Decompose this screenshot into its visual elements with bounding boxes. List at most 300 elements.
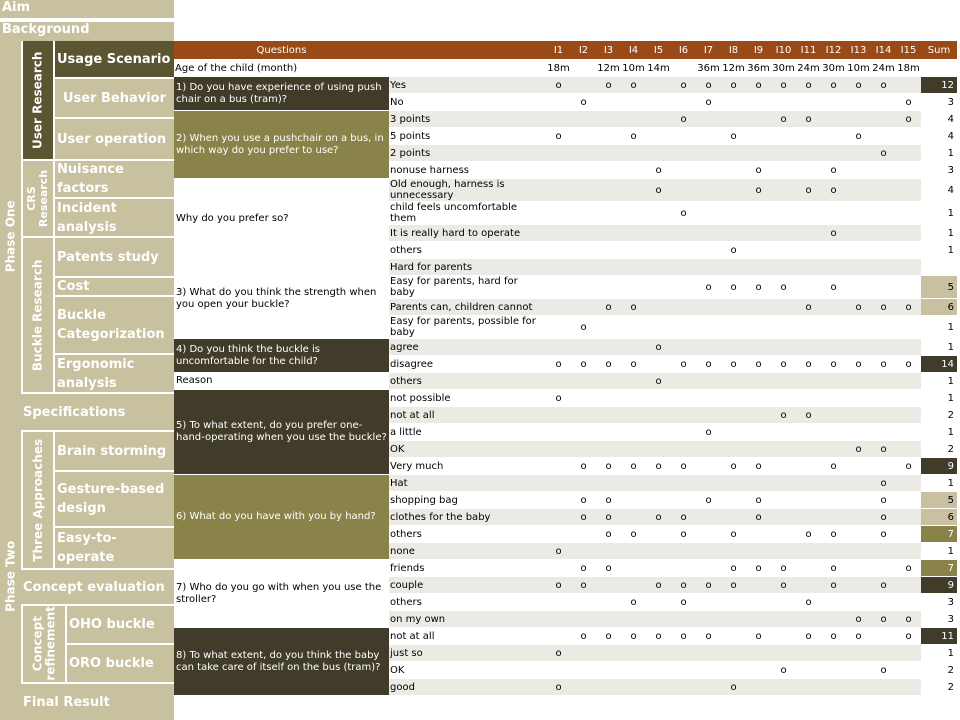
sum-cell: 4 — [921, 128, 957, 145]
response-mark: o — [746, 628, 771, 645]
empty-cell — [796, 276, 821, 299]
response-mark: o — [646, 162, 671, 179]
question-cell: 8) To what extent, do you think the baby can take care of itself on the bus (tram)? — [174, 628, 389, 696]
response-mark: o — [746, 560, 771, 577]
interviewee-header: I15 — [896, 41, 921, 60]
empty-cell — [621, 145, 646, 162]
empty-cell — [696, 373, 721, 390]
empty-cell — [596, 424, 621, 441]
three-approaches-label: Three Approaches — [23, 432, 53, 568]
empty-cell — [721, 179, 746, 202]
empty-cell — [621, 373, 646, 390]
answer-label: couple — [389, 577, 546, 594]
response-mark: o — [696, 276, 721, 299]
empty-cell — [821, 543, 846, 560]
empty-cell — [846, 339, 871, 356]
empty-cell — [596, 594, 621, 611]
empty-cell — [846, 145, 871, 162]
empty-cell — [621, 475, 646, 492]
empty-cell — [796, 492, 821, 509]
navigation-sidebar — [0, 0, 174, 720]
empty-cell — [721, 111, 746, 128]
empty-cell — [671, 424, 696, 441]
nav-usage-scenario[interactable]: Usage Scenario — [55, 41, 174, 77]
nav-cost[interactable]: Cost — [55, 278, 174, 295]
response-mark: o — [596, 458, 621, 475]
empty-cell — [696, 242, 721, 259]
empty-cell — [871, 560, 896, 577]
nav-aim[interactable]: Aim — [0, 0, 174, 20]
empty-cell — [621, 242, 646, 259]
empty-cell — [671, 128, 696, 145]
empty-cell — [646, 441, 671, 458]
response-mark: o — [671, 577, 696, 594]
empty-cell — [846, 662, 871, 679]
response-mark: o — [871, 509, 896, 526]
response-mark: o — [896, 611, 921, 628]
empty-cell — [546, 225, 571, 242]
empty-cell — [846, 111, 871, 128]
nav-specifications[interactable]: Specifications — [21, 394, 174, 430]
empty-cell — [871, 316, 896, 339]
empty-cell — [746, 611, 771, 628]
empty-cell — [571, 111, 596, 128]
table-row — [174, 628, 957, 645]
table-row — [174, 259, 957, 276]
empty-cell — [846, 424, 871, 441]
empty-cell — [671, 560, 696, 577]
sum-cell: 1 — [921, 424, 957, 441]
empty-cell — [646, 543, 671, 560]
response-mark: o — [721, 242, 746, 259]
age-cell: 24m — [796, 60, 821, 77]
empty-cell — [846, 560, 871, 577]
empty-cell — [771, 259, 796, 276]
response-mark: o — [546, 679, 571, 696]
sum-cell: 1 — [921, 145, 957, 162]
response-mark: o — [871, 356, 896, 373]
empty-cell — [546, 526, 571, 543]
age-cell: 36m — [746, 60, 771, 77]
empty-cell — [871, 373, 896, 390]
empty-cell — [646, 77, 671, 94]
answer-label: Easy for parents, hard for baby — [389, 276, 546, 299]
empty-cell — [871, 179, 896, 202]
empty-cell — [821, 679, 846, 696]
empty-cell — [596, 441, 621, 458]
sum-cell: 5 — [921, 276, 957, 299]
empty-cell — [896, 594, 921, 611]
interviewee-header: I7 — [696, 41, 721, 60]
empty-cell — [721, 390, 746, 407]
nav-user-behavior[interactable]: User Behavior — [55, 79, 174, 117]
response-mark: o — [796, 628, 821, 645]
empty-cell — [596, 225, 621, 242]
empty-cell — [896, 225, 921, 242]
response-mark: o — [571, 492, 596, 509]
empty-cell — [696, 316, 721, 339]
empty-cell — [796, 662, 821, 679]
empty-cell — [546, 179, 571, 202]
empty-cell — [696, 202, 721, 225]
response-mark: o — [596, 299, 621, 316]
empty-cell — [721, 628, 746, 645]
response-mark: o — [621, 356, 646, 373]
interviewee-header: I8 — [721, 41, 746, 60]
empty-cell — [821, 94, 846, 111]
nav-nuisance-factors[interactable]: Nuisance factors — [55, 161, 174, 197]
empty-cell — [896, 128, 921, 145]
table-row — [174, 339, 957, 356]
empty-cell — [671, 543, 696, 560]
sum-cell: 1 — [921, 475, 957, 492]
empty-cell — [571, 543, 596, 560]
response-mark: o — [846, 441, 871, 458]
response-mark: o — [596, 356, 621, 373]
response-mark: o — [871, 77, 896, 94]
question-cell: 1) Do you have experience of using push chair on a bus (tram)? — [174, 77, 389, 111]
response-mark: o — [796, 594, 821, 611]
answer-label: nonuse harness — [389, 162, 546, 179]
response-mark: o — [546, 77, 571, 94]
response-mark: o — [571, 316, 596, 339]
empty-cell — [546, 242, 571, 259]
empty-cell — [696, 458, 721, 475]
response-mark: o — [571, 509, 596, 526]
empty-cell — [721, 407, 746, 424]
response-mark: o — [721, 77, 746, 94]
empty-cell — [546, 509, 571, 526]
empty-cell — [571, 611, 596, 628]
response-mark: o — [546, 645, 571, 662]
empty-cell — [821, 299, 846, 316]
empty-cell — [546, 441, 571, 458]
empty-cell — [646, 276, 671, 299]
answer-label: agree — [389, 339, 546, 356]
answer-label: Old enough, harness is unnecessary — [389, 179, 546, 202]
response-mark: o — [821, 356, 846, 373]
sum-cell: 7 — [921, 526, 957, 543]
empty-cell — [546, 316, 571, 339]
empty-cell — [646, 594, 671, 611]
empty-cell — [646, 316, 671, 339]
response-mark: o — [596, 509, 621, 526]
empty-cell — [721, 475, 746, 492]
empty-cell — [746, 339, 771, 356]
empty-cell — [871, 202, 896, 225]
answer-label: others — [389, 594, 546, 611]
empty-cell — [621, 441, 646, 458]
empty-cell — [646, 560, 671, 577]
sum-cell: 3 — [921, 611, 957, 628]
sum-cell: 6 — [921, 509, 957, 526]
interviewee-header: I6 — [671, 41, 696, 60]
answer-label: Parents can, children cannot — [389, 299, 546, 316]
response-mark: o — [796, 179, 821, 202]
empty-cell — [671, 390, 696, 407]
age-label: Age of the child (month) — [174, 60, 546, 77]
empty-cell — [896, 509, 921, 526]
response-mark: o — [621, 628, 646, 645]
empty-cell — [846, 390, 871, 407]
phase-one-label: Phase One — [0, 41, 21, 432]
empty-cell — [621, 611, 646, 628]
empty-cell — [896, 242, 921, 259]
empty-cell — [796, 390, 821, 407]
empty-cell — [646, 111, 671, 128]
empty-cell — [646, 299, 671, 316]
empty-cell — [821, 424, 846, 441]
empty-cell — [571, 424, 596, 441]
sum-cell: 2 — [921, 407, 957, 424]
nav-easy-to-operate[interactable]: Easy-to-operate — [55, 528, 174, 568]
sum-cell: 1 — [921, 373, 957, 390]
empty-cell — [821, 259, 846, 276]
response-mark: o — [646, 577, 671, 594]
empty-cell — [596, 259, 621, 276]
response-mark: o — [646, 458, 671, 475]
empty-cell — [846, 316, 871, 339]
empty-cell — [546, 94, 571, 111]
empty-cell — [546, 458, 571, 475]
empty-cell — [696, 594, 721, 611]
table-row — [174, 77, 957, 94]
empty-cell — [571, 407, 596, 424]
response-mark: o — [896, 356, 921, 373]
response-mark: o — [746, 276, 771, 299]
response-mark: o — [821, 458, 846, 475]
empty-cell — [746, 475, 771, 492]
age-cell: 18m — [896, 60, 921, 77]
question-cell: Why do you prefer so? — [174, 179, 389, 259]
empty-cell — [821, 111, 846, 128]
empty-cell — [896, 145, 921, 162]
answer-label: disagree — [389, 356, 546, 373]
response-mark: o — [821, 560, 846, 577]
empty-cell — [896, 679, 921, 696]
empty-cell — [796, 679, 821, 696]
empty-cell — [846, 509, 871, 526]
sum-cell: 3 — [921, 94, 957, 111]
interviewee-header: I5 — [646, 41, 671, 60]
empty-cell — [821, 611, 846, 628]
age-cell: 10m — [846, 60, 871, 77]
empty-cell — [771, 145, 796, 162]
response-mark: o — [671, 458, 696, 475]
empty-cell — [571, 77, 596, 94]
empty-cell — [796, 543, 821, 560]
response-mark: o — [871, 441, 896, 458]
response-mark: o — [821, 526, 846, 543]
empty-cell — [646, 242, 671, 259]
empty-cell — [671, 645, 696, 662]
empty-cell — [646, 94, 671, 111]
empty-cell — [721, 202, 746, 225]
response-mark: o — [696, 94, 721, 111]
empty-cell — [796, 441, 821, 458]
table-row — [174, 390, 957, 407]
empty-cell — [696, 526, 721, 543]
nav-patents-study[interactable]: Patents study — [55, 238, 174, 276]
sum-cell: 1 — [921, 225, 957, 242]
empty-cell — [846, 407, 871, 424]
sum-cell: 9 — [921, 577, 957, 594]
empty-cell — [796, 475, 821, 492]
interviewee-header: I14 — [871, 41, 896, 60]
age-cell: 18m — [546, 60, 571, 77]
age-cell: 10m — [621, 60, 646, 77]
response-mark: o — [721, 276, 746, 299]
empty-cell — [846, 94, 871, 111]
response-mark: o — [621, 128, 646, 145]
nav-user-operation[interactable]: User operation — [55, 119, 174, 159]
empty-cell — [746, 407, 771, 424]
empty-cell — [621, 339, 646, 356]
empty-cell — [871, 407, 896, 424]
empty-cell — [721, 145, 746, 162]
nav-oro-buckle[interactable]: ORO buckle — [67, 645, 174, 682]
empty-cell — [571, 225, 596, 242]
response-mark: o — [696, 628, 721, 645]
empty-cell — [846, 259, 871, 276]
empty-cell — [671, 679, 696, 696]
response-mark: o — [871, 299, 896, 316]
empty-cell — [546, 145, 571, 162]
empty-cell — [896, 179, 921, 202]
empty-cell — [621, 390, 646, 407]
empty-cell — [896, 339, 921, 356]
empty-cell — [721, 611, 746, 628]
empty-cell — [846, 179, 871, 202]
answer-label: others — [389, 526, 546, 543]
response-mark: o — [796, 356, 821, 373]
answer-label: OK — [389, 662, 546, 679]
empty-cell — [746, 526, 771, 543]
nav-ergonomic-analysis[interactable]: Ergonomic analysis — [55, 355, 174, 392]
empty-cell — [796, 259, 821, 276]
response-mark: o — [846, 128, 871, 145]
empty-cell — [771, 441, 796, 458]
empty-cell — [821, 645, 846, 662]
age-cell — [571, 60, 596, 77]
empty-cell — [896, 543, 921, 560]
empty-cell — [721, 94, 746, 111]
answer-label: Very much — [389, 458, 546, 475]
empty-cell — [646, 407, 671, 424]
empty-cell — [871, 242, 896, 259]
empty-cell — [646, 202, 671, 225]
response-mark: o — [546, 390, 571, 407]
empty-cell — [771, 299, 796, 316]
empty-cell — [596, 179, 621, 202]
empty-cell — [746, 645, 771, 662]
empty-cell — [796, 145, 821, 162]
interviewee-header: I9 — [746, 41, 771, 60]
response-mark: o — [846, 77, 871, 94]
empty-cell — [821, 373, 846, 390]
empty-cell — [846, 276, 871, 299]
empty-cell — [621, 202, 646, 225]
empty-cell — [571, 339, 596, 356]
table-row — [174, 475, 957, 492]
response-mark: o — [696, 356, 721, 373]
empty-cell — [671, 276, 696, 299]
response-mark: o — [771, 577, 796, 594]
answer-label: others — [389, 242, 546, 259]
empty-cell — [821, 407, 846, 424]
empty-cell — [646, 145, 671, 162]
empty-cell — [646, 492, 671, 509]
empty-cell — [721, 543, 746, 560]
empty-cell — [646, 611, 671, 628]
age-cell: 30m — [821, 60, 846, 77]
nav-incident-analysis[interactable]: Incident analysis — [55, 199, 174, 236]
empty-cell — [546, 560, 571, 577]
response-mark: o — [646, 373, 671, 390]
answer-label: 2 points — [389, 145, 546, 162]
empty-cell — [671, 162, 696, 179]
empty-cell — [696, 645, 721, 662]
nav-concept-evaluation[interactable]: Concept evaluation — [21, 570, 174, 604]
nav-final-result[interactable]: Final Result — [21, 684, 174, 720]
nav-oho-buckle[interactable]: OHO buckle — [67, 606, 174, 643]
nav-brain-storming[interactable]: Brain storming — [55, 432, 174, 470]
nav-buckle-categorization[interactable]: Buckle Categorization — [55, 297, 174, 353]
empty-cell — [771, 611, 796, 628]
response-mark: o — [746, 356, 771, 373]
empty-cell — [721, 441, 746, 458]
empty-cell — [671, 259, 696, 276]
question-cell: 4) Do you think the buckle is uncomfortable for the child? — [174, 339, 389, 373]
response-mark: o — [771, 662, 796, 679]
answer-label: friends — [389, 560, 546, 577]
response-mark: o — [896, 560, 921, 577]
empty-cell — [546, 373, 571, 390]
empty-cell — [796, 202, 821, 225]
empty-cell — [696, 225, 721, 242]
response-mark: o — [646, 628, 671, 645]
empty-cell — [721, 162, 746, 179]
empty-cell — [646, 679, 671, 696]
response-mark: o — [746, 179, 771, 202]
empty-cell — [696, 407, 721, 424]
empty-cell — [621, 259, 646, 276]
crs-research-label: CRS Research — [23, 161, 53, 236]
empty-cell — [771, 594, 796, 611]
nav-gesture-based-design[interactable]: Gesture-based design — [55, 472, 174, 526]
empty-cell — [721, 259, 746, 276]
answer-label: Hard for parents — [389, 259, 546, 276]
sum-cell: 2 — [921, 662, 957, 679]
sum-cell: 7 — [921, 560, 957, 577]
empty-cell — [846, 242, 871, 259]
response-mark: o — [571, 560, 596, 577]
empty-cell — [896, 202, 921, 225]
empty-cell — [871, 94, 896, 111]
empty-cell — [596, 543, 621, 560]
empty-cell — [646, 645, 671, 662]
age-cell: 24m — [871, 60, 896, 77]
response-mark: o — [671, 111, 696, 128]
response-mark: o — [796, 299, 821, 316]
empty-cell — [771, 179, 796, 202]
response-mark: o — [721, 356, 746, 373]
empty-cell — [721, 225, 746, 242]
empty-cell — [621, 577, 646, 594]
sum-cell: 11 — [921, 628, 957, 645]
empty-cell — [771, 475, 796, 492]
nav-background[interactable]: Background — [0, 22, 174, 41]
